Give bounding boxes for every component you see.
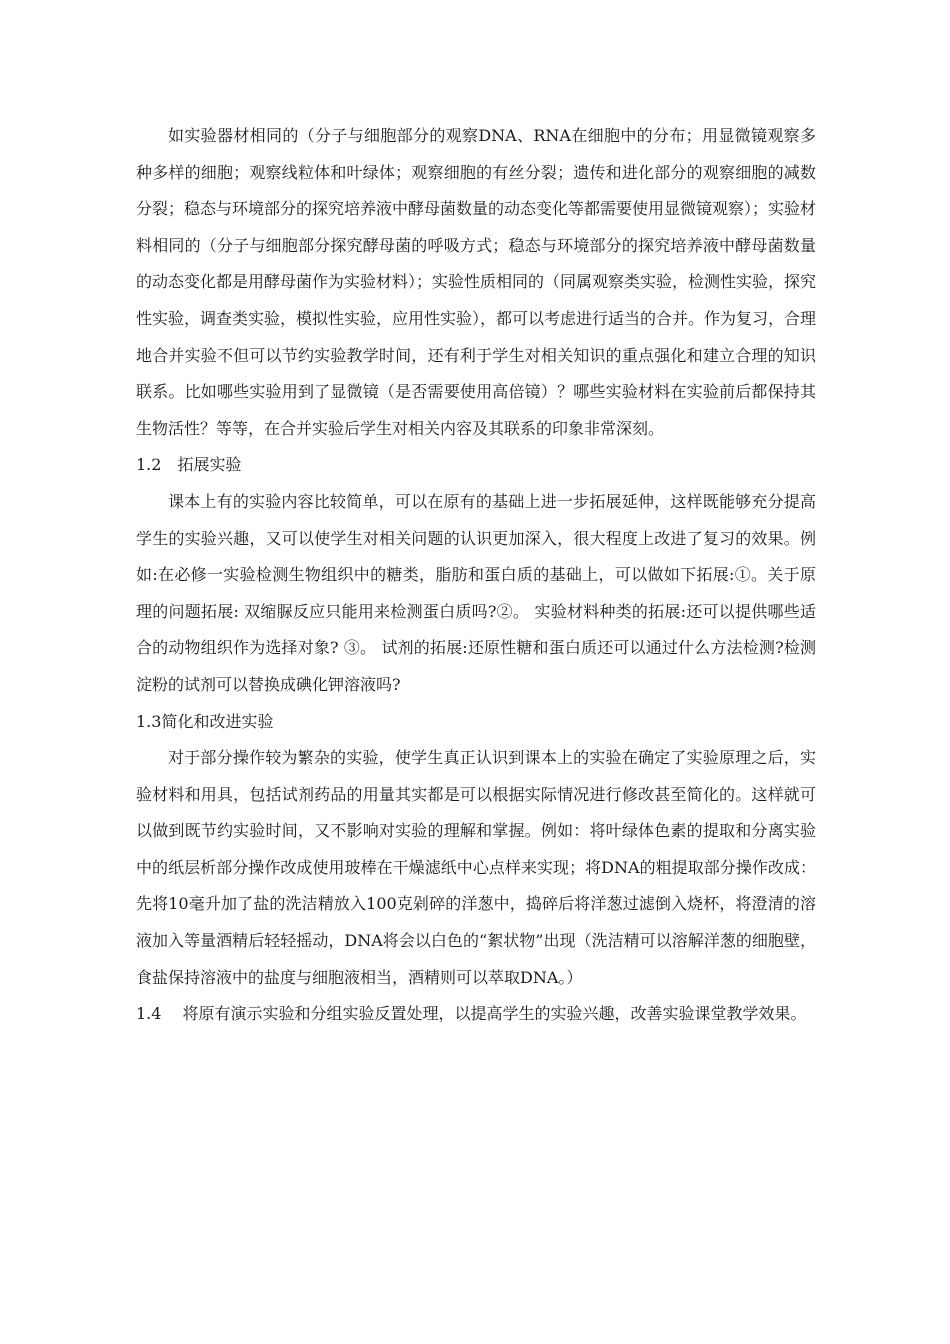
document-body <box>136 118 816 1033</box>
section-heading-1-3: 1.3简化和改进实验 <box>136 711 274 731</box>
section-item-1-4: 1.4 将原有演示实验和分组实验反置处理，以提高学生的实验兴趣，改善实验课堂教学效果。 <box>136 1004 807 1024</box>
section-heading-1-2: 1.2 拓展实验 <box>136 455 242 475</box>
paragraph-experiment-merging: 如实验器材相同的（分子与细胞部分的观察DNA、RNA在细胞中的分布；用显微镜观察多种多样的细胞；观察线粒体和叶绿体；观察细胞的有丝分裂；遗传和进化部分的观察细胞的减数分裂；稳态与环境部分的探究培养液中酵母菌数量的动态变化等都需要使用显微镜观察）；实验材料相同的（分子与细胞部分探究酵母菌的呼吸方式；稳态与环境部分的探究培养液中酵母菌数量的动态变化都是用酵母菌作为实验材料）；实验性质相同的（同属观察类实验，检测性实验，探究性实验，调查类实验，模拟性实验，应用性实验），都可以考虑进行适当的合并。作为复习，合理地合并实验不但可以节约实验教学时间，还有利于学生对相关知识的重点强化和建立合理的知识联系。比如哪些实验用到了显微镜（是否需要使用高倍镜）？哪些实验材料在实验前后都保持其生物活性？等等，在合并实验后学生对相关内容及其联系的印象非常深刻。 <box>136 126 817 438</box>
paragraph-experiment-extension: 课本上有的实验内容比较简单，可以在原有的基础上进一步拓展延伸，这样既能够充分提高学生的实验兴趣，又可以使学生对相关问题的认识更加深入，很大程度上改进了复习的效果。例如:在必修一实验检测生物组织中的糖类，脂肪和蛋白质的基础上，可以做如下拓展:①。关于原理的问题拓展: 双缩脲反应只能用来检测蛋白质吗?②。 实验材料种类的拓展:还可以提供哪些适合的动物组织作为选择对象? ③。 试剂的拓展:还原性糖和蛋白质还可以通过什么方法检测?检测淀粉的试剂可以替换成碘化钾溶液吗? <box>136 491 816 694</box>
paragraph-experiment-simplification: 对于部分操作较为繁杂的实验，使学生真正认识到课本上的实验在确定了实验原理之后，实验材料和用具，包括试剂药品的用量其实都是可以根据实际情况进行修改甚至简化的。这样就可以做到既节约实验时间，又不影响对实验的理解和掌握。例如：将叶绿体色素的提取和分离实验中的纸层析部分操作改成使用玻棒在干燥滤纸中心点样来实现；将DNA的粗提取部分操作改成：先将10毫升加了盐的洗洁精放入100克剁碎的洋葱中，捣碎后将洋葱过滤倒入烧杯，将澄清的溶液加入等量酒精后轻轻摇动，DNA将会以白色的“絮状物”出现（洗洁精可以溶解洋葱的细胞壁，食盐保持溶液中的盐度与细胞液相当，酒精则可以萃取DNA。） <box>136 748 816 987</box>
